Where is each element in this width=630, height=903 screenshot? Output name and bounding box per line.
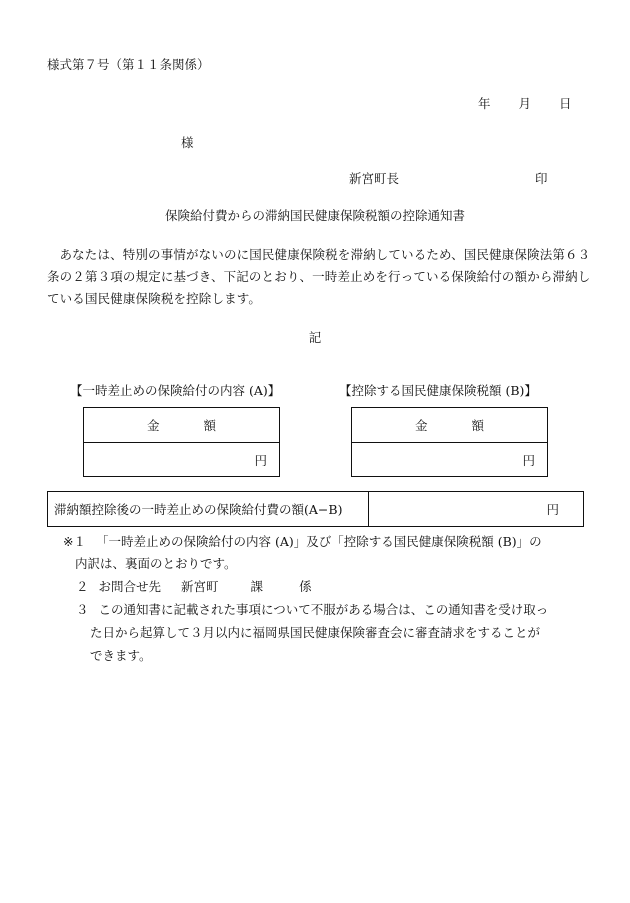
section-b-header-row: [352, 408, 547, 443]
section-a-unit: 円: [254, 453, 267, 468]
section-a-heading: 【一時差止めの保険給付の内容 (A)】: [70, 383, 281, 398]
issuer-name: 新宮町長: [349, 171, 400, 186]
note-3-line-2: た日から起算して３月以内に福岡県国民健康保険審査会に審査請求をすることが: [90, 625, 541, 640]
addressee-suffix: 様: [181, 135, 194, 150]
section-a-header-row: [84, 408, 279, 443]
note-1-line-2: 内訳は、裏面のとおりです。: [75, 556, 237, 571]
net-amount-label: 滞納額控除後の一時差止めの保険給付費の額(A−B): [48, 492, 369, 526]
net-amount-unit: 円: [546, 502, 559, 517]
date-line: [478, 96, 572, 111]
issuer-seal: 印: [535, 171, 548, 186]
section-a-col-head-1: 金: [146, 418, 160, 433]
net-amount-row: [47, 491, 584, 527]
date-year: 年: [478, 96, 491, 111]
document-title: 保険給付費からの滞納国民健康保険税額の控除通知書: [164, 208, 465, 223]
note-3-line-3: できます。: [90, 648, 152, 663]
note-1-mark: ※１: [63, 534, 86, 549]
note-3-line-1: [76, 602, 548, 617]
note-2-number: ２: [76, 579, 89, 594]
section-a-amount-cell[interactable]: [84, 443, 279, 477]
note-2-staff: 係: [299, 579, 312, 594]
note-2-section: 課: [250, 579, 264, 594]
date-month: 月: [518, 96, 532, 111]
section-b-heading: 【控除する国民健康保険税額 (B)】: [339, 383, 537, 398]
date-day: 日: [559, 96, 572, 111]
section-b-amount-cell[interactable]: [352, 443, 547, 477]
section-b-col-head-1: 金: [414, 418, 428, 433]
note-1-line-1: 「一時差止めの保険給付の内容 (A)」及び「控除する国民健康保険税額 (B)」の: [96, 534, 542, 549]
form-number: 様式第７号（第１１条関係）: [47, 57, 210, 72]
note-2-town: 新宮町: [181, 579, 219, 594]
section-b-col-head-2: 額: [471, 418, 485, 433]
note-3-number: ３: [76, 602, 89, 617]
section-b-amount-table: [351, 407, 548, 477]
note-3-text-1: この通知書に記載された事項について不服がある場合は、この通知書を受け取っ: [98, 602, 549, 617]
ki-heading: 記: [308, 330, 322, 345]
note-2-label: お問合せ先: [98, 579, 162, 594]
section-a-col-head-2: 額: [203, 418, 217, 433]
section-a-amount-table: [83, 407, 280, 477]
section-b-unit: 円: [522, 453, 535, 468]
body-paragraph: あなたは、特別の事情がないのに国民健康保険税を滞納しているため、国民健康保険法第６３条の２第３項の規定に基づき、下記のとおり、一時差止めを行っている保険給付の額から滞納している国民健康保険税を控除します。: [47, 247, 591, 306]
note-2-line: [76, 579, 312, 594]
